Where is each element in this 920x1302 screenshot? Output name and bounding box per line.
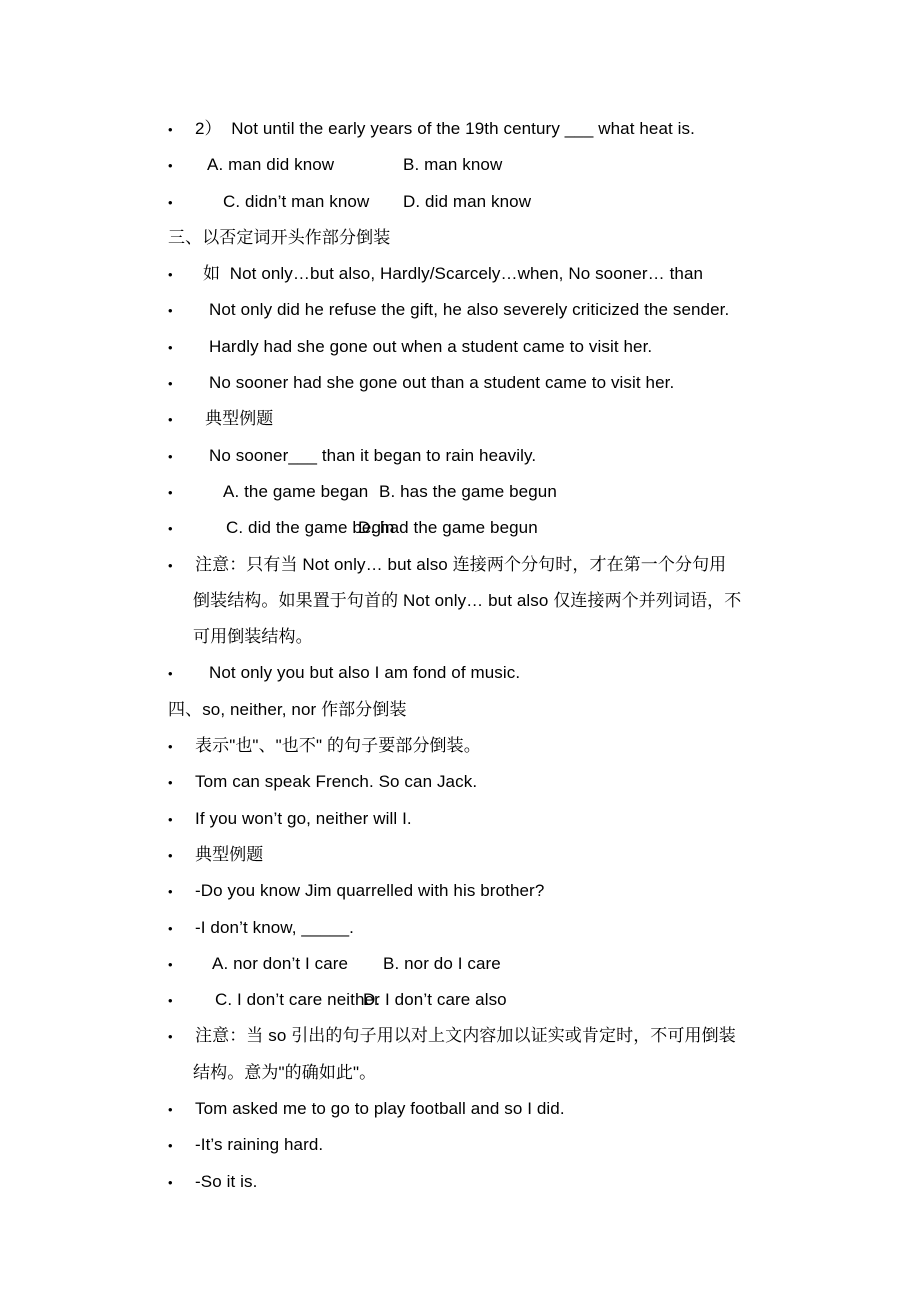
line-text: No sooner___ than it began to rain heavily. [209,445,537,465]
paragraph-continuation [0,619,920,655]
bullet-icon: • [168,194,173,210]
bullet-icon: • [168,666,173,682]
bullet-line [0,873,920,909]
bullet-line [0,256,920,292]
bullet-line [0,655,920,691]
line-text: A. nor don’t I care [212,953,349,973]
bullet-icon: • [168,448,173,464]
bullet-icon: • [168,775,173,791]
line-text: -So it is. [195,1171,258,1191]
line-text-col2: D. did man know [403,191,532,211]
line-text-col2: B. has the game begun [379,481,557,501]
bullet-icon: • [168,811,173,827]
bullet-icon: • [168,1029,173,1045]
line-text: 典型例题 [195,844,264,864]
bullet-line [0,1164,920,1200]
line-text: 注意：当 so 引出的句子用以对上文内容加以证实或肯定时，不可用倒装 [195,1026,736,1046]
line-text-col2: B. man know [403,155,503,175]
line-text: 三、以否定词开头作部分倒装 [168,227,391,247]
bullet-line [0,1127,920,1163]
line-text: 表示"也"、"也不" 的句子要部分倒装。 [195,736,481,756]
line-text: A. the game began [223,481,369,501]
paragraph-continuation [0,583,920,619]
bullet-icon: • [168,956,173,972]
bullet-icon: • [168,484,173,500]
bullet-line [0,1018,920,1054]
line-text: 倒装结构。如果置于句首的 Not only… but also 仅连接两个并列词语，不 [193,590,742,610]
line-text: -Do you know Jim quarrelled with his brother? [195,881,545,901]
options-row [0,946,920,982]
line-text: -It’s raining hard. [195,1135,324,1155]
line-text: C. didn’t man know [223,191,370,211]
options-row [0,147,920,183]
bullet-line [0,365,920,401]
line-text: 注意：只有当 Not only… but also 连接两个分句时，才在第一个分句用 [195,554,727,574]
line-text: C. I don’t care neither [215,990,380,1010]
line-text: A. man did know [207,155,335,175]
line-text: 可用倒装结构。 [193,627,313,647]
line-text: Hardly had she gone out when a student came to visit her. [209,336,653,356]
bullet-line [0,292,920,328]
bullet-line [0,728,920,764]
bullet-line [0,764,920,800]
line-text: No sooner had she gone out than a student came to visit her. [209,373,675,393]
bullet-line [0,401,920,437]
bullet-line [0,438,920,474]
line-text: 结构。意为"的确如此"。 [193,1062,377,1082]
section-heading [0,220,920,256]
line-text: 如 Not only…but also, Hardly/Scarcely…when, No sooner… than [203,264,704,284]
bullet-line [0,329,920,365]
bullet-icon: • [168,303,173,319]
bullet-line [0,910,920,946]
line-text: 典型例题 [205,409,274,429]
bullet-icon: • [168,1174,173,1190]
bullet-line [0,837,920,873]
bullet-icon: • [168,412,173,428]
options-row [0,982,920,1018]
line-text: Tom asked me to go to play football and so I did. [195,1099,565,1119]
bullet-icon: • [168,267,173,283]
bullet-icon: • [168,739,173,755]
bullet-icon: • [168,884,173,900]
line-text: Not only did he refuse the gift, he also severely criticized the sender. [209,300,730,320]
bullet-line [0,111,920,147]
bullet-icon: • [168,339,173,355]
bullet-icon: • [168,993,173,1009]
bullet-line [0,1091,920,1127]
bullet-icon: • [168,557,173,573]
bullet-icon: • [168,376,173,392]
bullet-icon: • [168,158,173,174]
line-text: 四、so, neither, nor 作部分倒装 [168,699,407,719]
bullet-icon: • [168,521,173,537]
bullet-line [0,547,920,583]
bullet-icon: • [168,920,173,936]
line-text: If you won’t go, neither will I. [195,808,412,828]
line-text-col2: B. nor do I care [383,953,501,973]
bullet-icon: • [168,847,173,863]
bullet-line [0,801,920,837]
options-row [0,510,920,546]
bullet-icon: • [168,1102,173,1118]
bullet-icon: • [168,1138,173,1154]
line-text: C. did the game begin [226,518,395,538]
line-text: 2） Not until the early years of the 19th century ___ what heat is. [195,119,695,138]
options-row [0,184,920,220]
paragraph-continuation [0,1055,920,1091]
line-text: Not only you but also I am fond of music. [209,663,521,683]
line-text: Tom can speak French. So can Jack. [195,772,478,792]
bullet-icon: • [168,122,173,137]
line-text-col2: D. I don’t care also [363,990,507,1010]
section-heading [0,692,920,728]
line-text: -I don’t know, _____. [195,917,354,937]
line-text-col2: D. had the game begun [358,518,538,538]
options-row [0,474,920,510]
